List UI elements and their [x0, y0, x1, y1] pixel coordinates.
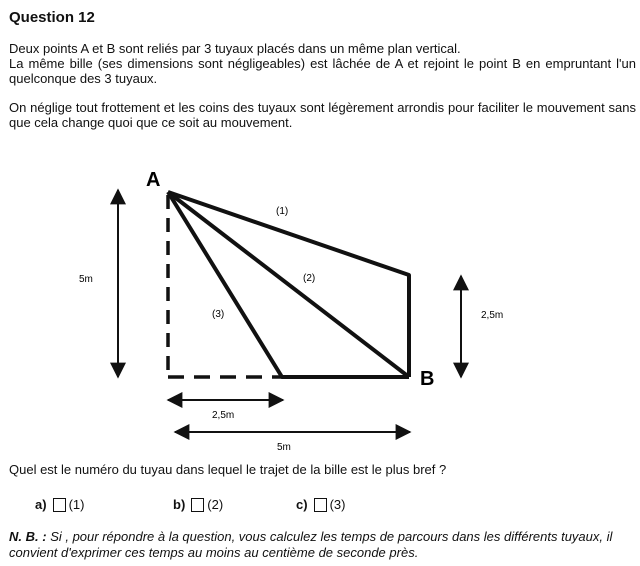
short-width-label: 2,5m	[212, 410, 235, 421]
option-a[interactable]	[35, 497, 84, 512]
option-b-label: (2)	[207, 497, 224, 512]
option-b[interactable]	[173, 497, 223, 512]
question-title: Question 12	[9, 9, 95, 26]
intro-line-2: La même bille (ses dimensions sont négligeables) est lâchée de A et rejoint le point B en empruntant l'un quelconque des 3 tuyaux.	[9, 56, 636, 86]
question-text: Quel est le numéro du tuyau dans lequel le trajet de la bille est le plus bref ?	[9, 462, 447, 477]
option-b-checkbox[interactable]	[191, 498, 204, 512]
tube-1-label: (1)	[276, 206, 289, 217]
intro-line-1: Deux points A et B sont reliés par 3 tuyaux placés dans un même plan vertical.	[9, 41, 461, 56]
point-a-label: A	[146, 169, 161, 191]
height-label: 5m	[79, 274, 93, 285]
intro-line-3: On néglige tout frottement et les coins des tuyaux sont légèrement arrondis pour faciliter le mouvement sans que cela change quoi que ce soit au mouvement.	[9, 100, 636, 130]
right-height-label: 2,5m	[481, 310, 504, 321]
option-c-checkbox[interactable]	[314, 498, 327, 512]
full-width-label: 5m	[277, 442, 291, 453]
note-text: Si , pour répondre à la question, vous calculez les temps de parcours dans les différents tuyaux, il convient d'exprimer ces temps au moins au centième de seconde près.	[9, 529, 613, 560]
note-label: N. B. :	[9, 529, 47, 544]
option-a-letter: a)	[35, 497, 47, 512]
tubes-diagram	[0, 160, 640, 460]
point-b-label: B	[420, 368, 435, 390]
tube-2-label: (2)	[303, 273, 316, 284]
option-b-letter: b)	[173, 497, 186, 512]
tube-2	[168, 192, 409, 377]
option-a-label: (1)	[68, 497, 85, 512]
note-block	[9, 529, 629, 561]
option-c-letter: c)	[296, 497, 308, 512]
option-c-label: (3)	[329, 497, 346, 512]
tube-3-label: (3)	[212, 309, 225, 320]
option-c[interactable]	[296, 497, 345, 512]
option-a-checkbox[interactable]	[53, 498, 66, 512]
